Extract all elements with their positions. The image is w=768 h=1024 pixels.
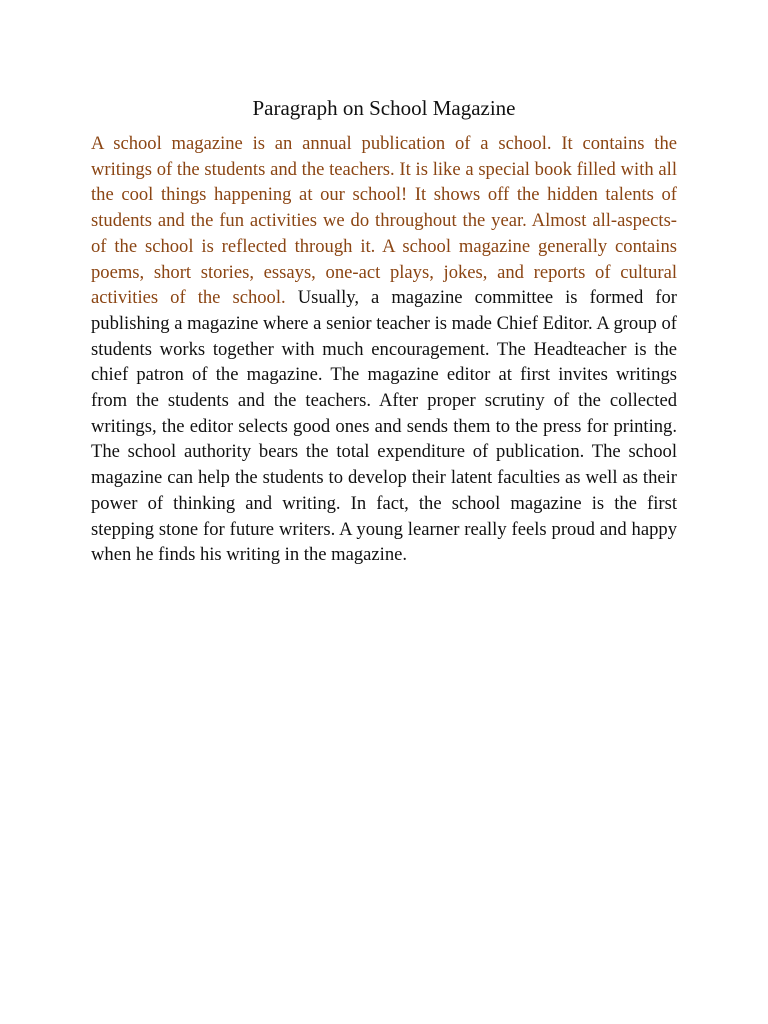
highlighted-text: A school magazine is an annual publication of a school. It contains the writings of the students and the teachers. It is like a special book filled with all the cool things happening at our school! It shows off the hidden talents of students and the fun activities we do throughout the year. Almost all-aspects-of the school is reflected through it. A school magazine generally contains poems, short stories, essays, one-act plays, jokes, and reports of cultural activities of the school. [91,133,677,309]
page-title: Paragraph on School Magazine [252,96,516,120]
body-text: Usually, a magazine committee is formed for publishing a magazine where a senior teacher is made Chief Editor. A group of students works together with much encouragement. The Headteacher is the chief patron of the magazine. The magazine editor at first invites writings from the students and the teachers. After proper scrutiny of the collected writings, the editor selects good ones and sends them to the press for printing. The school authority bears the total expenditure of publication. The school magazine can help the students to develop their latent faculties as well as their power of thinking and writing. In fact, the school magazine is the first stepping stone for future writers. A young learner really feels proud and happy when he finds his writing in the magazine. [91,287,677,566]
body-paragraph [91,131,677,568]
